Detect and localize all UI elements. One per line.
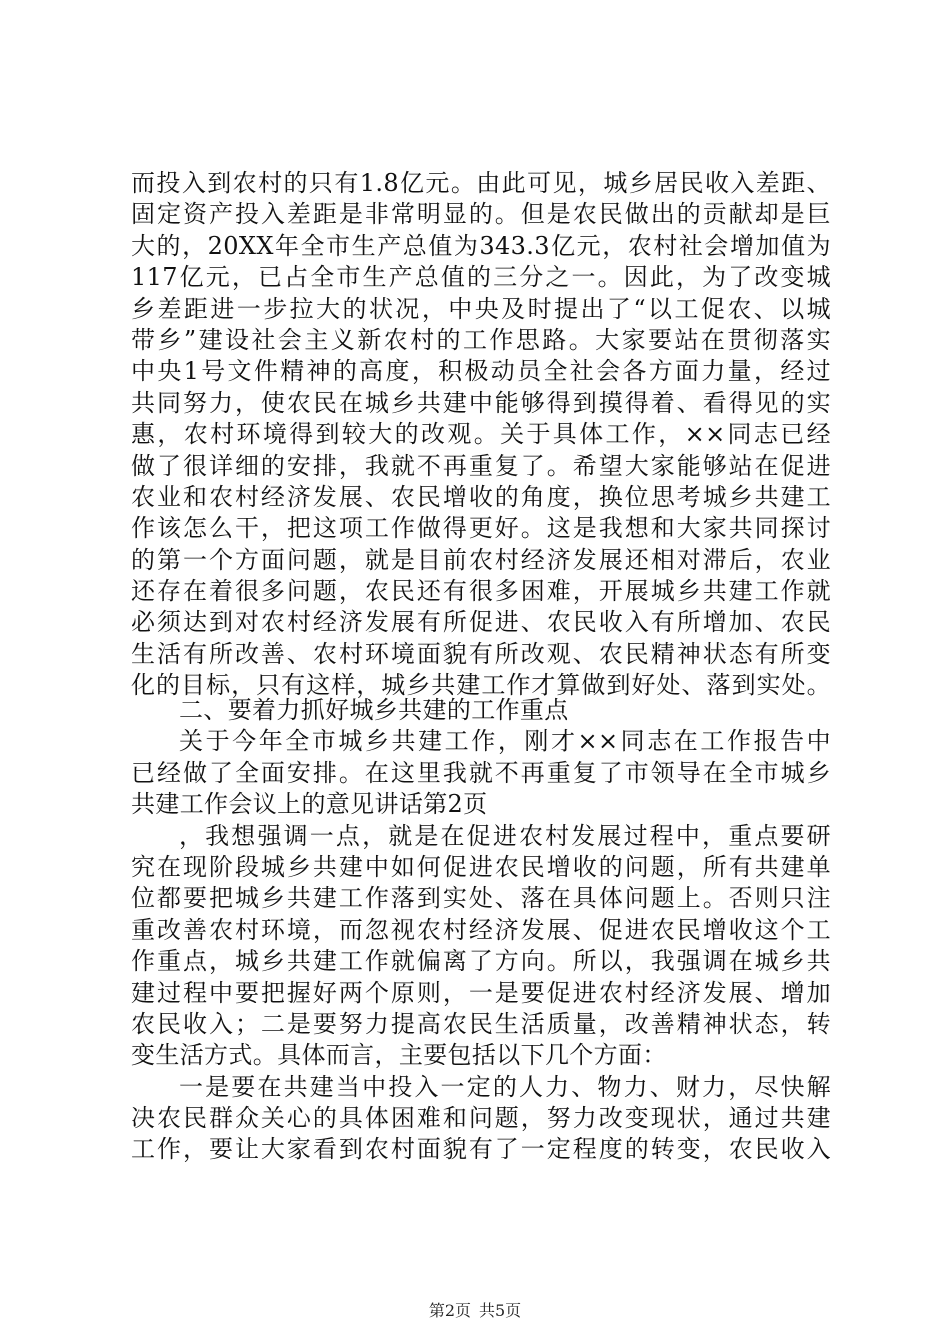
text-line: 生活有所改善、农村环境面貌有所改观、农民精神状态有所变 (131, 639, 831, 668)
text-line: 共建工作会议上的意见讲话第2页 (131, 790, 488, 819)
text-line: 重改善农村环境，而忽视农村经济发展、促进农民增收这个工 (131, 915, 831, 944)
text-line: 大的，20XX年全市生产总值为343.3亿元，农村社会增加值为 (131, 231, 831, 260)
text-line: 农业和农村经济发展、农民增收的角度，换位思考城乡共建工 (131, 482, 831, 511)
text-line: 固定资产投入差距是非常明显的。但是农民做出的贡献却是巨 (131, 200, 831, 229)
text-line: 工作，要让大家看到农村面貌有了一定程度的转变，农民收入 (131, 1135, 831, 1164)
text-line: 带乡”建设社会主义新农村的工作思路。大家要站在贯彻落实 (131, 325, 831, 354)
section-heading: 二、要着力抓好城乡共建的工作重点 (179, 696, 569, 724)
text-line: 究在现阶段城乡共建中如何促进农民增收的问题，所有共建单 (131, 852, 831, 881)
text-line: 已经做了全面安排。在这里我就不再重复了市领导在全市城乡 (131, 758, 831, 787)
text-line: 决农民群众关心的具体困难和问题，努力改变现状，通过共建 (131, 1104, 831, 1133)
text-line: 的第一个方面问题，就是目前农村经济发展还相对滞后，农业 (131, 545, 831, 574)
body-section-2 (131, 695, 831, 1166)
text-line: 变生活方式。具体而言，主要包括以下几个方面： (131, 1041, 667, 1070)
text-line: ，我想强调一点，就是在促进农村发展过程中，重点要研 (179, 821, 831, 850)
body-paragraph-1 (131, 168, 831, 702)
text-line: 一是要在共建当中投入一定的人力、物力、财力，尽快解 (179, 1072, 831, 1101)
text-line: 还存在着很多问题，农民还有很多困难，开展城乡共建工作就 (131, 577, 831, 606)
text-line: 作重点，城乡共建工作就偏离了方向。所以，我强调在城乡共 (131, 947, 831, 976)
text-line: 必须达到对农村经济发展有所促进、农民收入有所增加、农民 (131, 608, 831, 637)
text-line: 位都要把城乡共建工作落到实处、落在具体问题上。否则只注 (131, 884, 831, 913)
text-line: 建过程中要把握好两个原则，一是要促进农村经济发展、增加 (131, 978, 831, 1007)
text-line: 中央1号文件精神的高度，积极动员全社会各方面力量，经过 (131, 357, 831, 386)
text-line: 117亿元，已占全市生产总值的三分之一。因此，为了改变城 (131, 263, 831, 292)
text-line: 农民收入；二是要努力提高农民生活质量，改善精神状态，转 (131, 1009, 831, 1038)
text-line: 乡差距进一步拉大的状况，中央及时提出了“以工促农、以城 (131, 294, 831, 323)
text-line: 惠，农村环境得到较大的改观。关于具体工作，××同志已经 (131, 420, 831, 449)
text-line: 作该怎么干，把这项工作做得更好。这是我想和大家共同探讨 (131, 514, 831, 543)
text-line: 关于今年全市城乡共建工作，刚才××同志在工作报告中 (179, 727, 831, 756)
text-line: 化的目标，只有这样，城乡共建工作才算做到好处、落到实处。 (131, 671, 831, 700)
page-total: 共5页 (479, 1301, 522, 1320)
text-line: 做了很详细的安排，我就不再重复了。希望大家能够站在促进 (131, 451, 831, 480)
page-footer (0, 1301, 950, 1321)
text-line: 而投入到农村的只有1.8亿元。由此可见，城乡居民收入差距、 (131, 169, 831, 197)
text-line: 共同努力，使农民在城乡共建中能够得到摸得着、看得见的实 (131, 388, 831, 417)
page-number: 第2页 (428, 1301, 471, 1320)
